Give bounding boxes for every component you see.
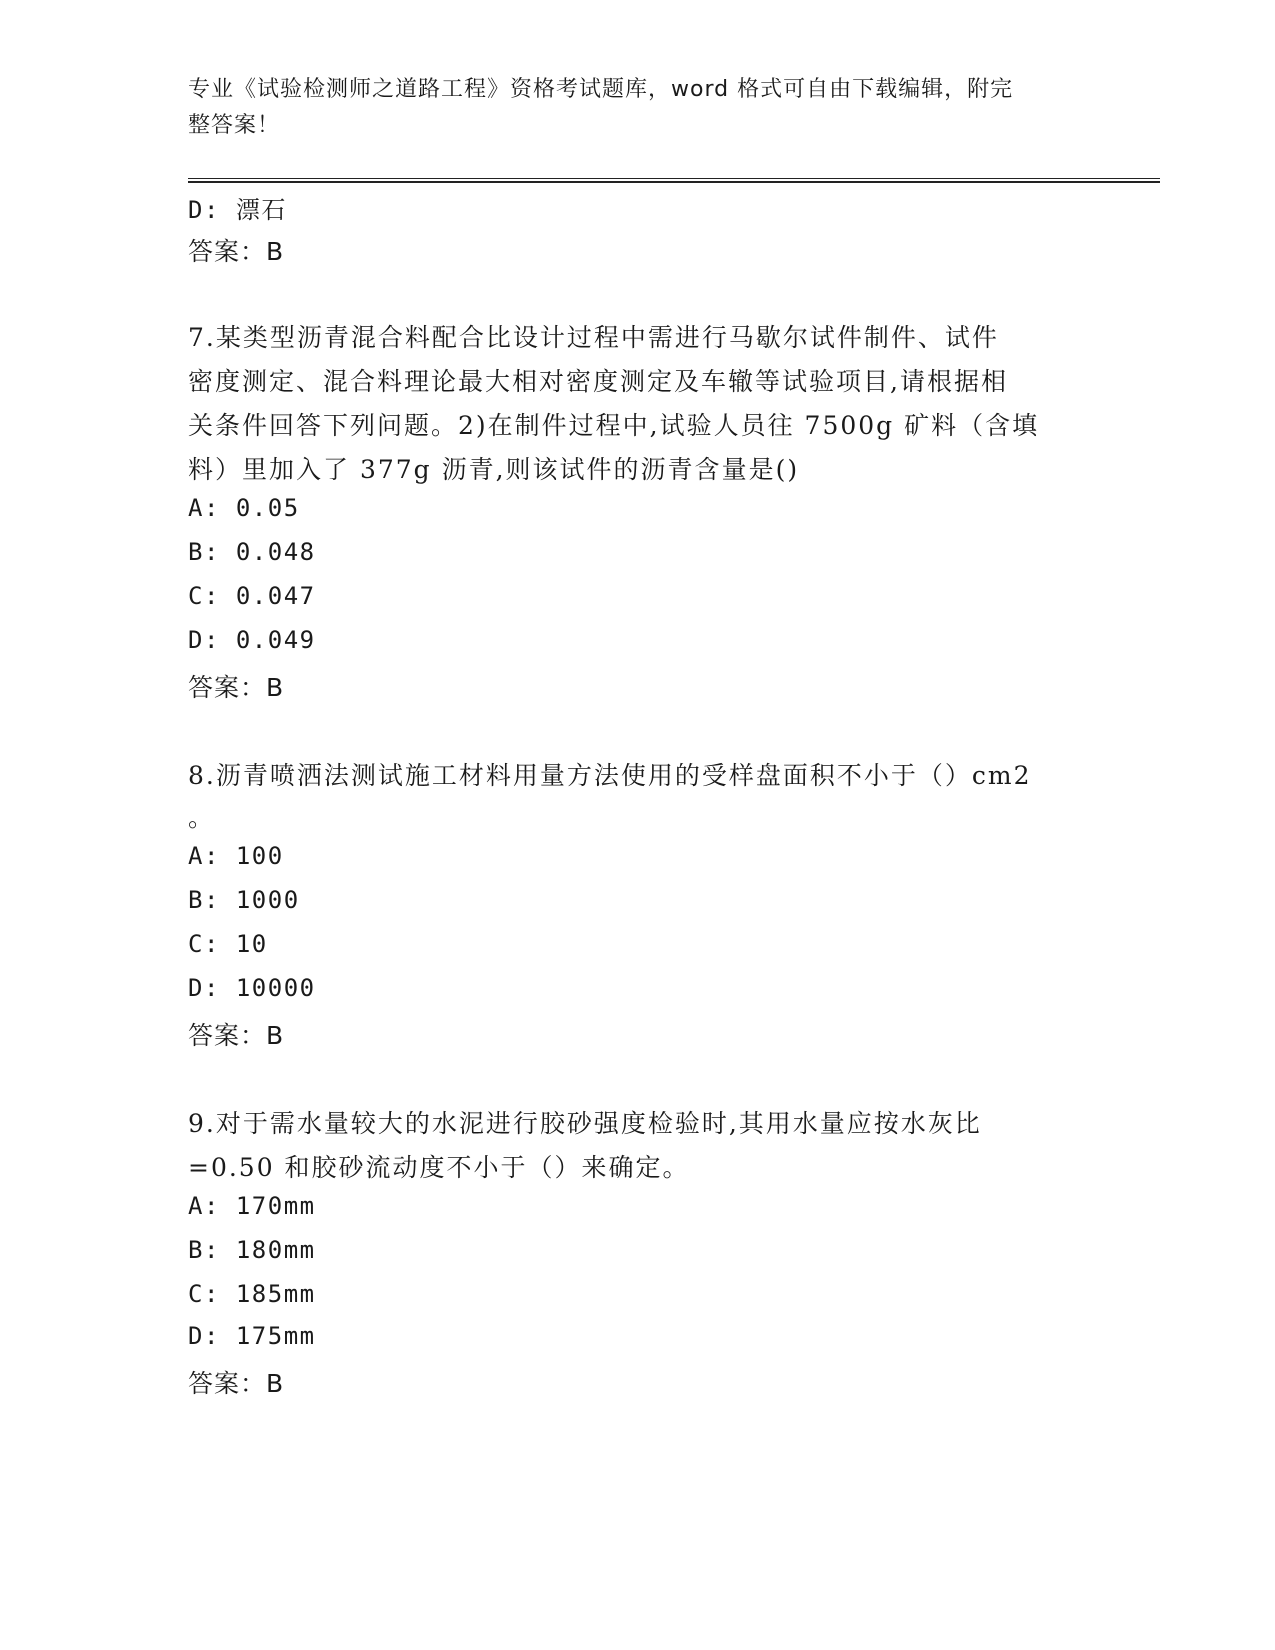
document-header xyxy=(188,72,1088,144)
q7-text-line-2: 密度测定、混合料理论最大相对密度测定及车辙等试验项目,请根据相 xyxy=(188,367,1008,396)
q8-option-b: B: 1000 xyxy=(188,886,300,914)
header-divider xyxy=(188,178,1160,183)
q8-text-line-1: 8.沥青喷洒法测试施工材料用量方法使用的受样盘面积不小于（）cm2 xyxy=(188,761,1032,790)
q7-option-a: A: 0.05 xyxy=(188,494,300,522)
q9-option-c: C: 185mm xyxy=(188,1280,316,1308)
q7-option-c: C: 0.047 xyxy=(188,582,316,610)
q9-option-b: B: 180mm xyxy=(188,1236,316,1264)
q8-text-line-2: 。 xyxy=(188,803,216,832)
q9-text-line-1: 9.对于需水量较大的水泥进行胶砂强度检验时,其用水量应按水灰比 xyxy=(188,1109,982,1138)
q7-text-line-1: 7.某类型沥青混合料配合比设计过程中需进行马歇尔试件制件、试件 xyxy=(188,323,999,352)
q9-option-d: D: 175mm xyxy=(188,1322,316,1350)
header-line-2: 整答案！ xyxy=(188,113,281,138)
header-line-1: 专业《试验检测师之道路工程》资格考试题库，word 格式可自由下载编辑，附完 xyxy=(188,77,1014,102)
q9-text-line-2: =0.50 和胶砂流动度不小于（）来确定。 xyxy=(188,1153,690,1182)
prev-option-d: D: 漂石 xyxy=(188,196,287,224)
q8-option-d: D: 10000 xyxy=(188,974,316,1002)
q7-option-b: B: 0.048 xyxy=(188,538,316,566)
prev-answer: 答案：B xyxy=(188,237,285,266)
q7-text-line-3: 关条件回答下列问题。2)在制件过程中,试验人员往 7500g 矿料（含填 xyxy=(188,411,1040,440)
q7-option-d: D: 0.049 xyxy=(188,626,316,654)
q9-option-a: A: 170mm xyxy=(188,1192,316,1220)
q8-option-a: A: 100 xyxy=(188,842,284,870)
q9-answer: 答案：B xyxy=(188,1369,285,1398)
q7-answer: 答案：B xyxy=(188,673,285,702)
q7-text-line-4: 料）里加入了 377g 沥青,则该试件的沥青含量是() xyxy=(188,455,800,484)
q8-option-c: C: 10 xyxy=(188,930,268,958)
q8-answer: 答案：B xyxy=(188,1021,285,1050)
